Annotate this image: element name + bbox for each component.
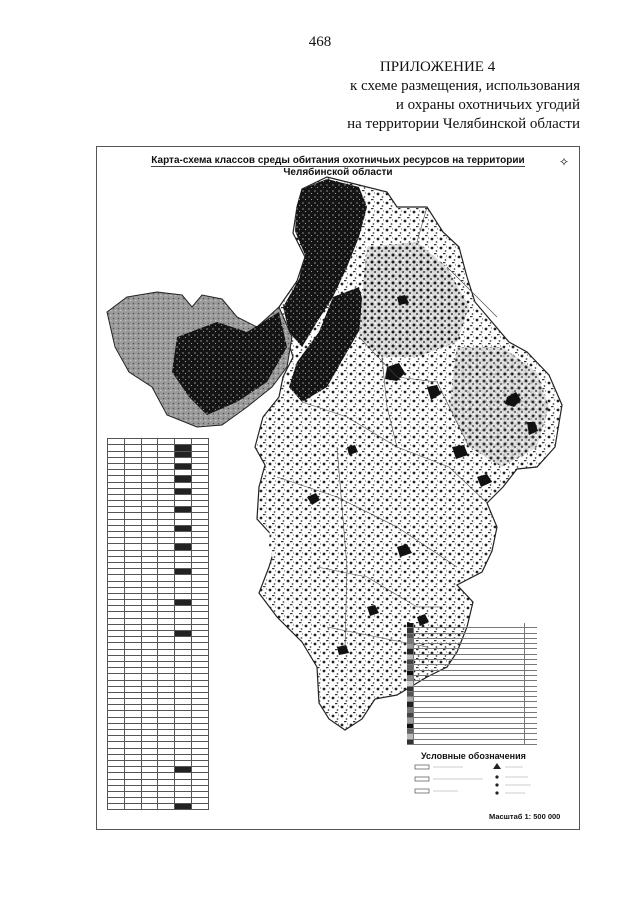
appendix-line-1: к схеме размещения, использования <box>349 78 580 94</box>
appendix-line-2: и охраны охотничьих угодий <box>395 97 580 113</box>
habitat-classes-box <box>407 619 537 729</box>
legend-title: Условные обозначения <box>421 751 526 761</box>
map-title-line-2: Челябинской области <box>283 167 393 178</box>
compass-rose-icon: ✧ <box>558 155 569 169</box>
appendix-header <box>347 58 580 134</box>
legend-symbols <box>413 763 563 807</box>
legend-swatch-1 <box>415 765 429 769</box>
legend-dot-3 <box>495 791 498 794</box>
legend-dot-2 <box>495 783 498 786</box>
legend-swatch-2 <box>415 777 429 781</box>
legend-triangle-icon <box>493 763 501 769</box>
map-scale: Масштаб 1: 500 000 <box>489 812 561 821</box>
map-title-line-1: Карта-схема классов среды обитания охотничьих ресурсов на территории <box>151 155 525 166</box>
appendix-title: ПРИЛОЖЕНИЕ 4 <box>379 59 496 75</box>
page-number: 468 <box>308 34 332 50</box>
legend-dot-1 <box>495 775 498 778</box>
legend-swatch-3 <box>415 789 429 793</box>
map-frame <box>96 146 580 830</box>
classes-reference-table <box>107 433 209 763</box>
map-legend <box>413 751 563 807</box>
appendix-line-3: на территории Челябинской области <box>347 116 580 132</box>
